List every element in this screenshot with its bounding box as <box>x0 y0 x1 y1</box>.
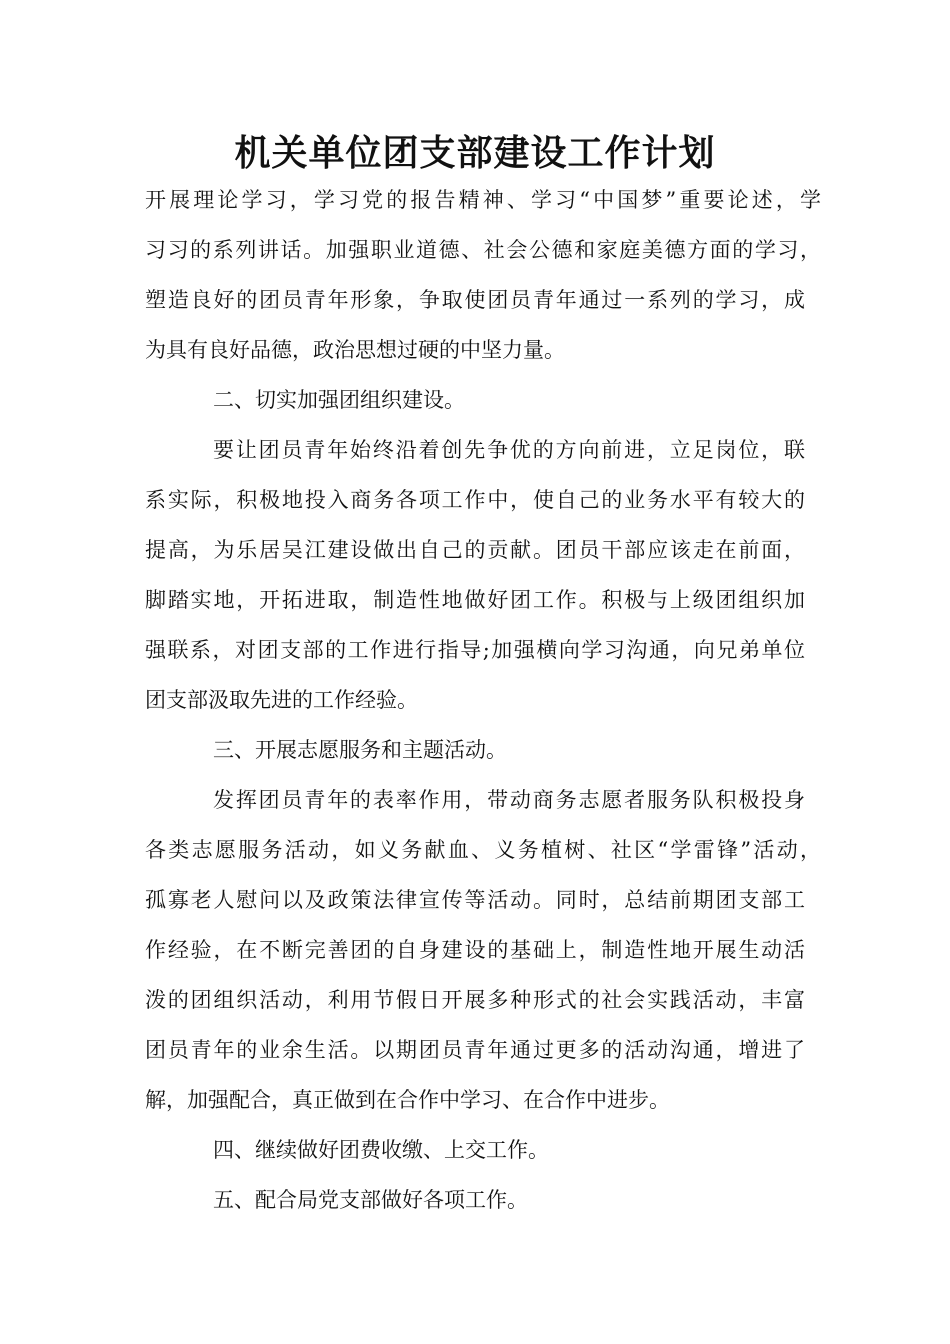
text-line: 开展理论学习，学习党的报告精神、学习“中国梦”重要论述，学 <box>145 188 821 212</box>
section-heading: 二、切实加强团组织建设。 <box>213 388 465 412</box>
text-line: 孤寡老人慰问以及政策法律宣传等活动。同时，总结前期团支部工 <box>145 888 805 912</box>
section-heading: 四、继续做好团费收缴、上交工作。 <box>213 1138 549 1162</box>
text-line: 泼的团组织活动，利用节假日开展多种形式的社会实践活动，丰富 <box>145 988 805 1012</box>
text-line: 系实际，积极地投入商务各项工作中，使自己的业务水平有较大的 <box>145 488 805 512</box>
text-line: 团支部汲取先进的工作经验。 <box>145 688 418 712</box>
text-line: 提高，为乐居吴江建设做出自己的贡献。团员干部应该走在前面， <box>145 538 805 562</box>
text-line: 团员青年的业余生活。以期团员青年通过更多的活动沟通，增进了 <box>145 1038 805 1062</box>
text-line: 作经验，在不断完善团的自身建设的基础上，制造性地开展生动活 <box>145 938 805 962</box>
text-line: 发挥团员青年的表率作用，带动商务志愿者服务队积极投身 <box>213 788 805 812</box>
document-title: 机关单位团支部建设工作计划 <box>234 133 716 174</box>
section-heading: 三、开展志愿服务和主题活动。 <box>213 738 507 762</box>
text-line: 各类志愿服务活动，如义务献血、义务植树、社区“学雷锋”活动， <box>145 838 821 862</box>
text-line: 要让团员青年始终沿着创先争优的方向前进，立足岗位，联 <box>213 438 805 462</box>
text-line: 强联系，对团支部的工作进行指导;加强横向学习沟通，向兄弟单位 <box>145 638 805 662</box>
text-line: 解，加强配合，真正做到在合作中学习、在合作中进步。 <box>145 1088 670 1112</box>
text-line: 习习的系列讲话。加强职业道德、社会公德和家庭美德方面的学习， <box>145 238 821 262</box>
section-heading: 五、配合局党支部做好各项工作。 <box>213 1188 528 1212</box>
text-line: 脚踏实地，开拓进取，制造性地做好团工作。积极与上级团组织加 <box>145 588 805 612</box>
text-line: 为具有良好品德，政治思想过硬的中坚力量。 <box>145 338 565 362</box>
text-line: 塑造良好的团员青年形象，争取使团员青年通过一系列的学习，成 <box>145 288 805 312</box>
